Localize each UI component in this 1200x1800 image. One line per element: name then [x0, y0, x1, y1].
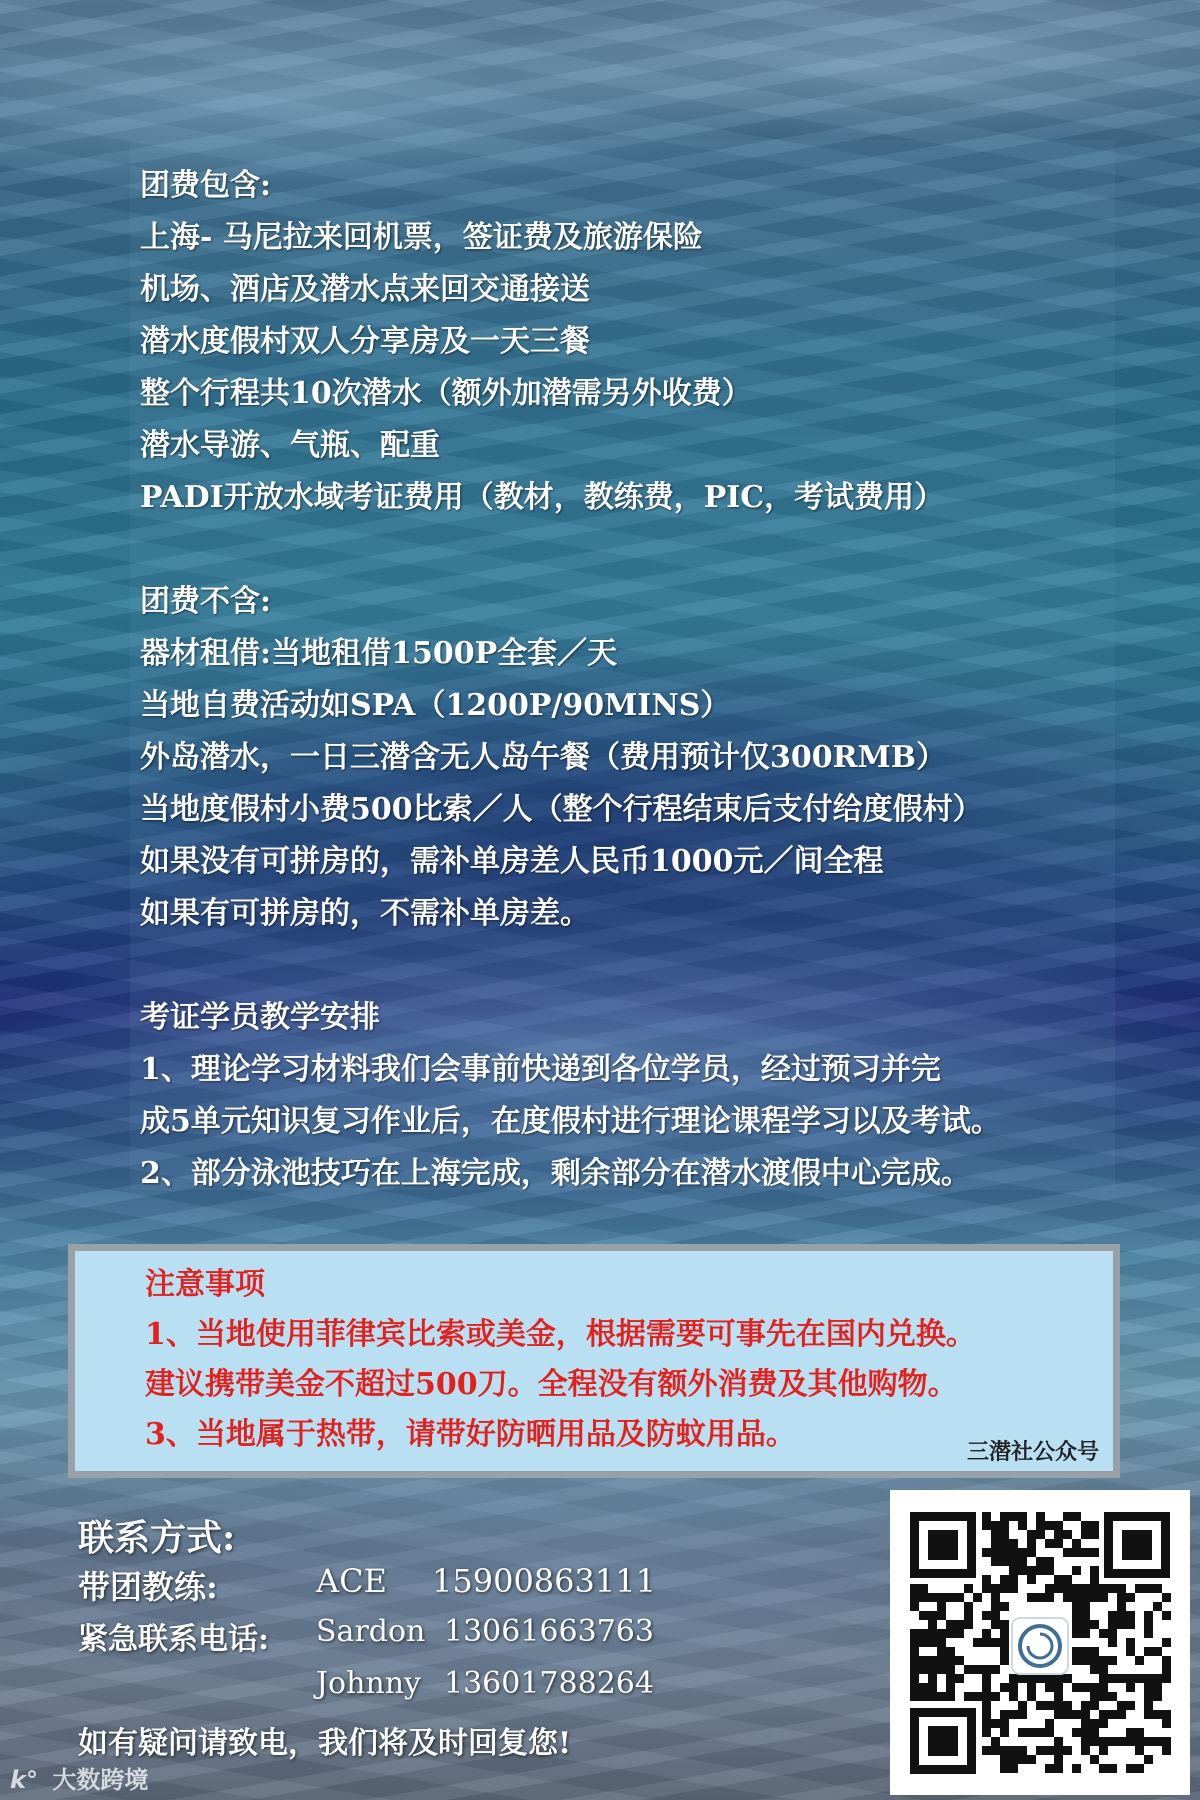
- notice-item: 建议携带美金不超过500刀。全程没有额外消费及其他购物。: [145, 1367, 958, 1402]
- emergency-contact-name: Johnny: [316, 1666, 421, 1701]
- qr-code[interactable]: [890, 1490, 1190, 1795]
- excluded-heading: 团费不含:: [140, 584, 272, 619]
- coach-row: [78, 1562, 656, 1608]
- notice-item: 3、当地属于热带，请带好防晒用品及防蚊用品。: [145, 1417, 796, 1452]
- included-item: 上海- 马尼拉来回机票，签证费及旅游保险: [140, 220, 703, 255]
- training-item: 1、理论学习材料我们会事前快递到各位学员，经过预习并完: [140, 1052, 941, 1087]
- itinerary-details: [140, 160, 1100, 1200]
- training-item: 成5单元知识复习作业后，在度假村进行理论课程学习以及考试。: [140, 1104, 1001, 1139]
- excluded-item: 当地度假村小费500比索／人（整个行程结束后支付给度假村）: [140, 792, 983, 827]
- wechat-account-credit: 三潜社公众号: [966, 1439, 1099, 1465]
- excluded-item: 当地自费活动如SPA（1200P/90MINS）: [140, 688, 731, 723]
- excluded-item: 外岛潜水，一日三潜含无人岛午餐（费用预计仅300RMB）: [140, 740, 947, 775]
- training-item: 2、部分泳池技巧在上海完成，剩余部分在潜水渡假中心完成。: [140, 1156, 971, 1191]
- excluded-item: 如果没有可拼房的，需补单房差人民币1000元／间全程: [140, 844, 884, 879]
- excluded-item: 器材租借:当地租借1500P全套／天: [140, 636, 618, 671]
- coach-label: 带团教练:: [78, 1568, 218, 1606]
- emergency-contact-phone[interactable]: 13601788264: [444, 1666, 654, 1701]
- coach-name: ACE: [316, 1562, 387, 1600]
- watermark: [10, 1760, 148, 1795]
- notice-heading: 注意事项: [145, 1267, 265, 1302]
- qr-code-icon: [890, 1490, 1190, 1795]
- emergency-label: 紧急联系电话:: [78, 1622, 270, 1657]
- training-heading: 考证学员教学安排: [140, 1000, 380, 1035]
- section-spacer: [140, 940, 1100, 992]
- included-item: 潜水导游、气瓶、配重: [140, 428, 440, 463]
- included-item: 潜水度假村双人分享房及一天三餐: [140, 324, 590, 359]
- included-item: PADI开放水域考证费用（教材，教练费，PIC，考试费用）: [140, 480, 945, 515]
- included-item: 整个行程共10次潜水（额外加潜需另外收费）: [140, 376, 752, 411]
- emergency-row: [78, 1614, 654, 1658]
- coach-phone[interactable]: 15900863111: [432, 1562, 656, 1600]
- notice-item: 1、当地使用菲律宾比索或美金，根据需要可事先在国内兑换。: [145, 1317, 976, 1352]
- contact-heading: 联系方式:: [78, 1517, 236, 1559]
- included-item: 机场、酒店及潜水点来回交通接送: [140, 272, 590, 307]
- included-heading: 团费包含:: [140, 168, 272, 203]
- watermark-text: 大数跨境: [52, 1766, 149, 1794]
- emergency-contact-phone[interactable]: 13061663763: [444, 1614, 654, 1649]
- watermark-logo: k°: [10, 1766, 38, 1794]
- contact-footer: 如有疑问请致电，我们将及时回复您!: [78, 1726, 572, 1761]
- notice-box: [68, 1244, 1120, 1478]
- emergency-contact-name: Sardon: [316, 1614, 426, 1649]
- excluded-item: 如果有可拼房的，不需补单房差。: [140, 896, 590, 931]
- section-spacer: [140, 524, 1100, 576]
